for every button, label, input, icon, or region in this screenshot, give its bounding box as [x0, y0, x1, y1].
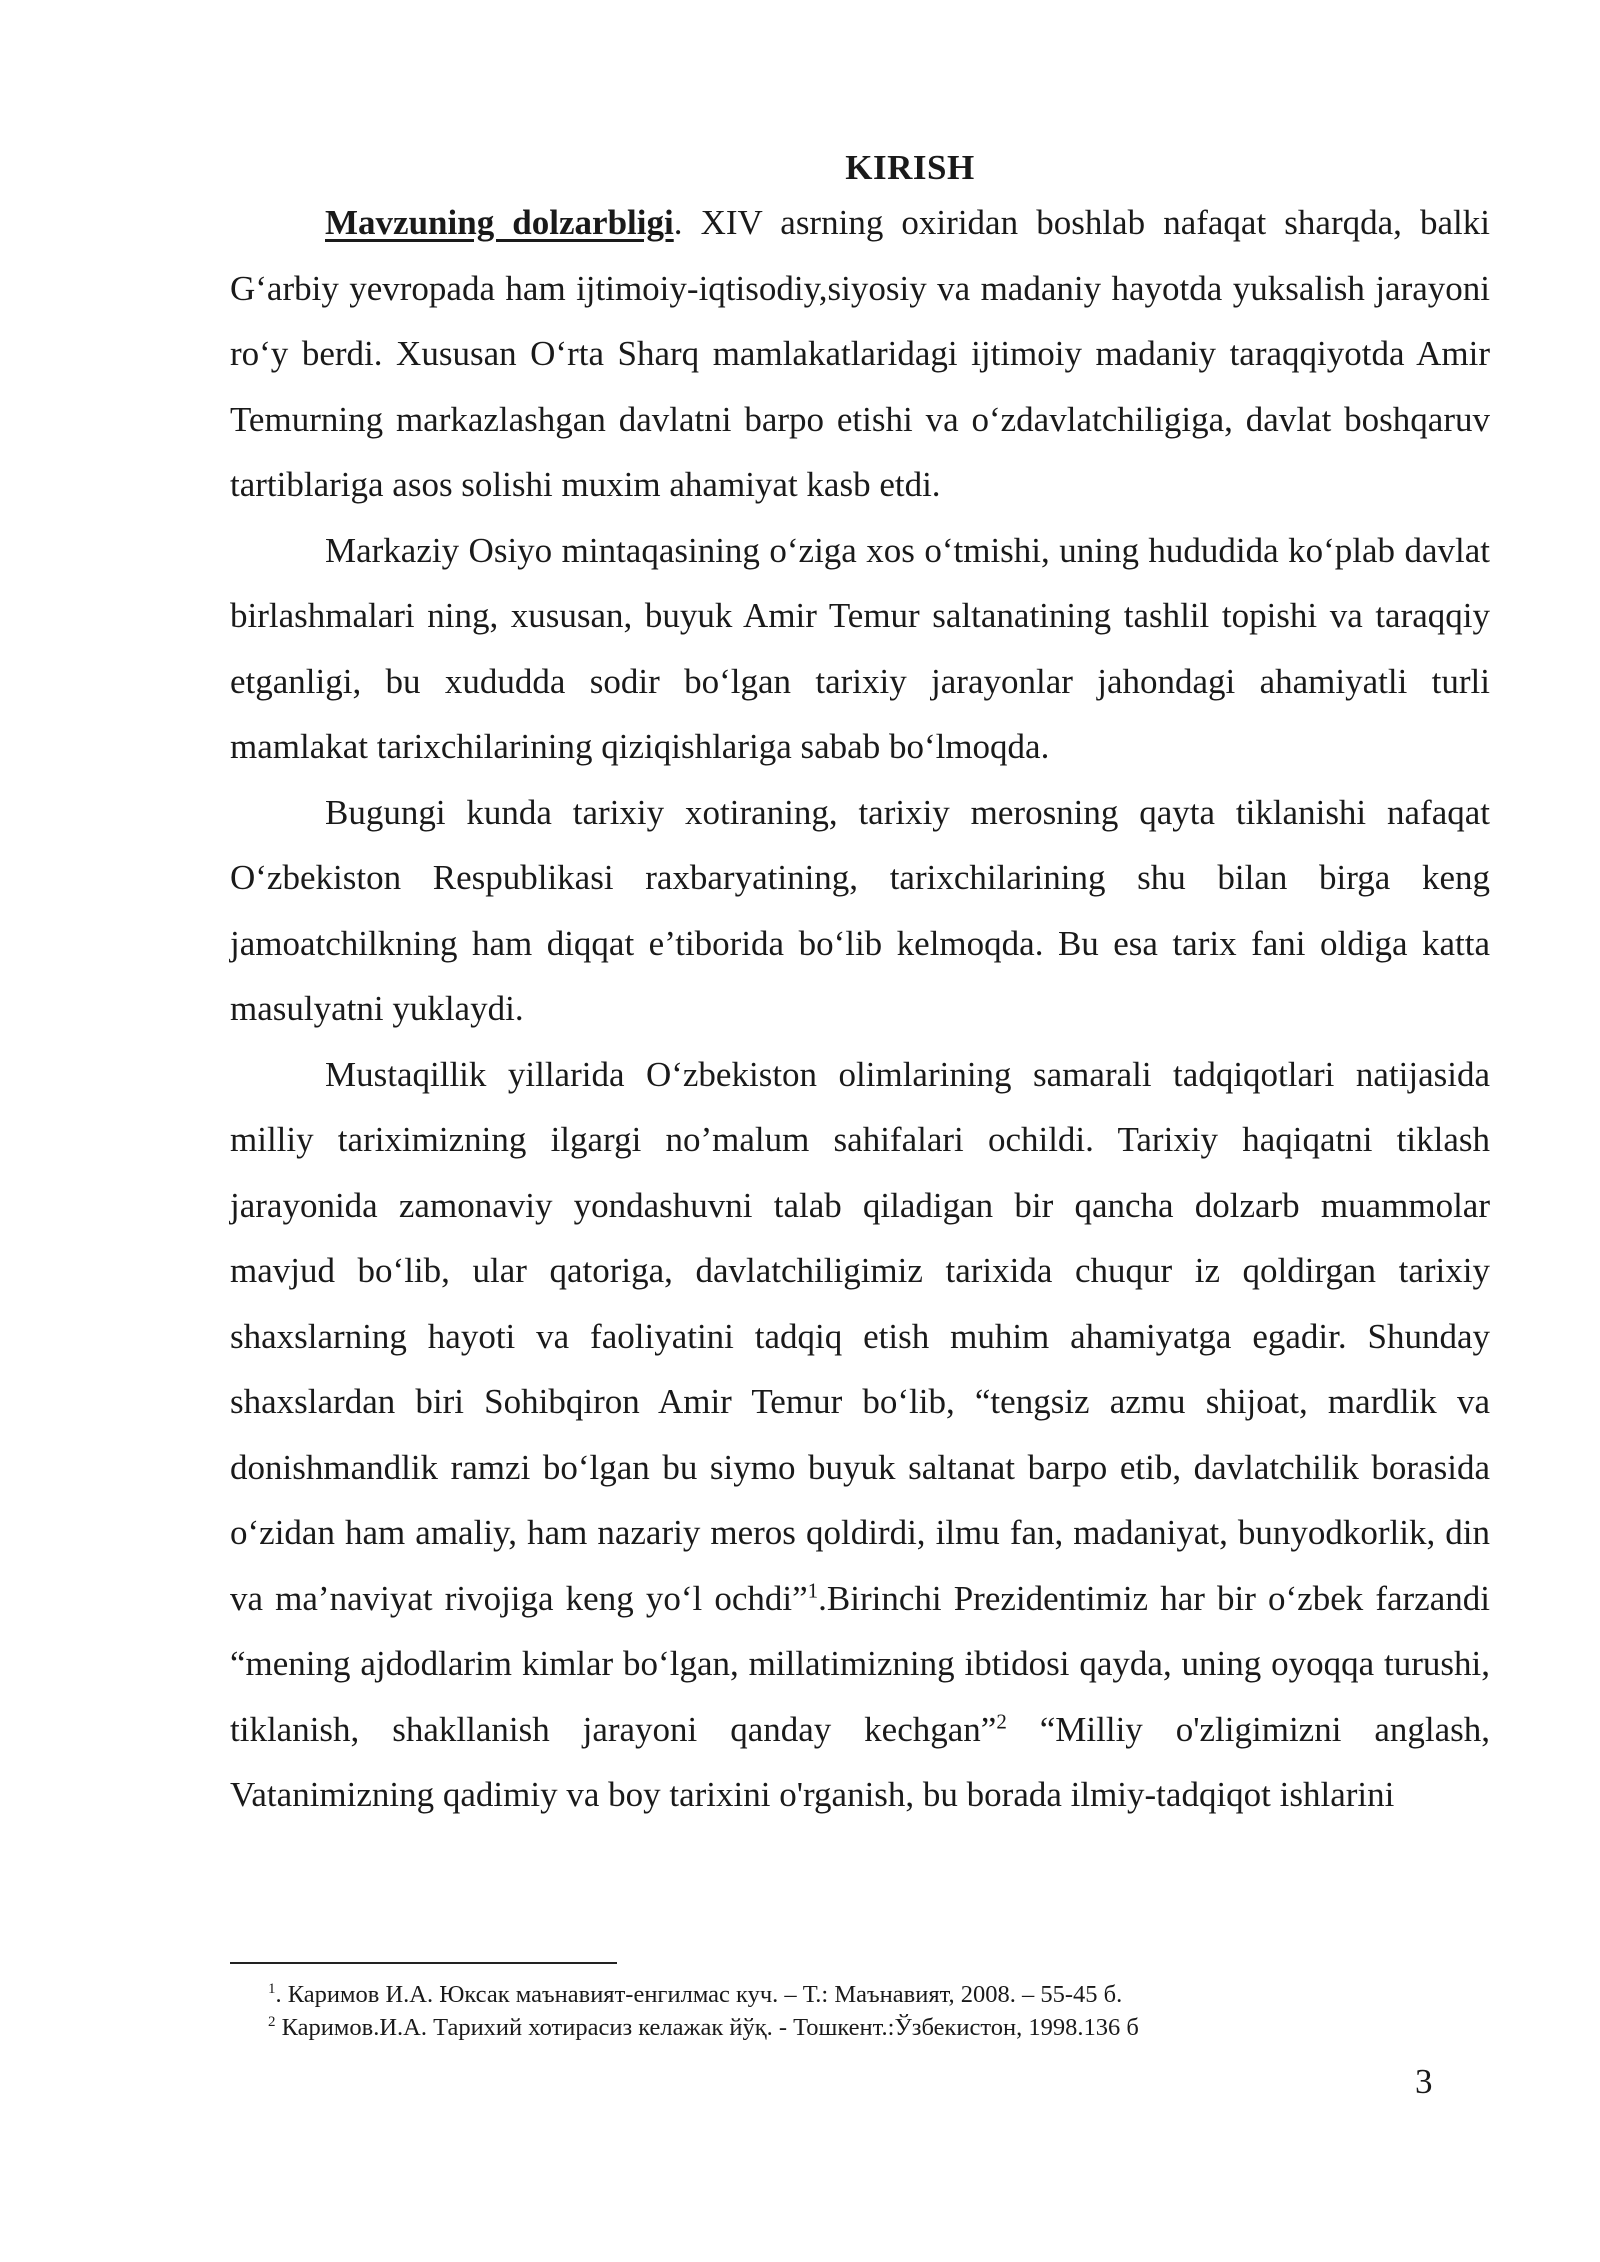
- page-number: 3: [1415, 2062, 1433, 2101]
- footnote-1: [268, 1978, 1468, 2011]
- paragraph-text: Markaziy Osiyo mintaqasining o‘ziga xos o‘tmishi, uning hududida ko‘plab davlat birlashmalari ning, xususan, buyuk Amir Temur saltanatining tashlil topishi va taraqqiy etganligi, bu xududda sodir bo‘lgan tarixiy jarayonlar jahondagi ahamiyatli turli mamlakat tarixchilarining qiziqishlariga sabab bo‘lmoqda.: [230, 530, 1490, 766]
- paragraph-text: .Birinchi Prezidentimiz har bir o‘zbek farzandi “mening ajdodlarim kimlar bo‘lgan, millatimizning ibtidosi qayda, uning oyoqqa turushi, tiklanish, shakllanish jarayoni qanday kechgan”: [230, 1578, 1490, 1749]
- paragraph-independence-years: [230, 1042, 1490, 1828]
- footnotes: [268, 1978, 1468, 2044]
- footnote-reference-1: 1: [807, 1577, 819, 1602]
- footnote-text: . Каримов И.А. Юксак маънавият-енгилмас куч. – Т.: Маънавият, 2008. – 55-45 б.: [275, 1981, 1123, 2008]
- body-text: [230, 190, 1490, 1828]
- footnote-mark: 2: [268, 2013, 276, 2030]
- paragraph-central-asia: [230, 518, 1490, 780]
- footnote-reference-2: 2: [996, 1708, 1007, 1733]
- paragraph-text: Mustaqillik yillarida O‘zbekiston olimlarining samarali tadqiqotlari natijasida milliy tariximizning ilgargi no’malum sahifalari ochildi. Tarixiy haqiqatni tiklash jarayonida zamonaviy yondashuvni talab qiladigan bir qancha dolzarb muammolar mavjud bo‘lib, ular qatoriga, davlatchiligimiz tarixida chuqur iz qoldirgan tarixiy shaxslarning hayoti va faoliyatini tadqiq etish muhim ahamiyatga egadir. Shunday shaxslardan biri Sohibqiron Amir Temur bo‘lib, “tengsiz azmu shijoat, mardlik va donishmandlik ramzi bo‘lgan bu siymo buyuk saltanat barpo etib, davlatchilik borasida o‘zidan ham amaliy, ham nazariy meros qoldirdi, ilmu fan, madaniyat, bunyodkorlik, din va ma’naviyat rivojiga keng yo‘l ochdi”: [230, 1054, 1490, 1618]
- chapter-title: KIRISH: [845, 148, 975, 187]
- paragraph-relevance: [230, 190, 1490, 518]
- paragraph-text: . XIV asrning oxiridan boshlab nafaqat sharqda, balki G‘arbiy yevropada ham ijtimoiy-iqtisodiy,siyosiy va madaniy hayotda yuksalish jarayoni ro‘y berdi. Xususan O‘rta Sharq mamlakatlaridagi ijtimoiy madaniy taraqqiyotda Amir Temurning markazlashgan davlatni barpo etishi va o‘zdavlatchiligiga, davlat boshqaruv tartiblariga asos solishi muxim ahamiyat kasb etdi.: [230, 203, 1490, 504]
- paragraph-text: Bugungi kunda tarixiy xotiraning, tarixiy merosning qayta tiklanishi nafaqat O‘zbekiston Respublikasi raxbaryatining, tarixchilarining shu bilan birga keng jamoatchilkning ham diqqat e’tiborida bo‘lib kelmoqda. Bu esa tarix fani oldiga katta masulyatni yuklaydi.: [230, 792, 1490, 1028]
- paragraph-text: “Milliy o'zligimizni anglash, Vatanimizning qadimiy va boy tarixini o'rganish, bu borada ilmiy-tadqiqot ishlarini: [230, 1709, 1491, 1814]
- section-lead-heading: Mavzuning dolzarbligi: [325, 203, 674, 242]
- footnote-separator: [230, 1962, 617, 1964]
- footnote-mark: 1: [268, 1980, 276, 1997]
- paragraph-historical-memory: [230, 780, 1490, 1042]
- footnote-text: Каримов.И.А. Тарихий хотирасиз келажак йўқ. - Тошкент.:Ўзбекистон, 1998.136 б: [275, 2014, 1139, 2041]
- footnote-2: [268, 2011, 1468, 2044]
